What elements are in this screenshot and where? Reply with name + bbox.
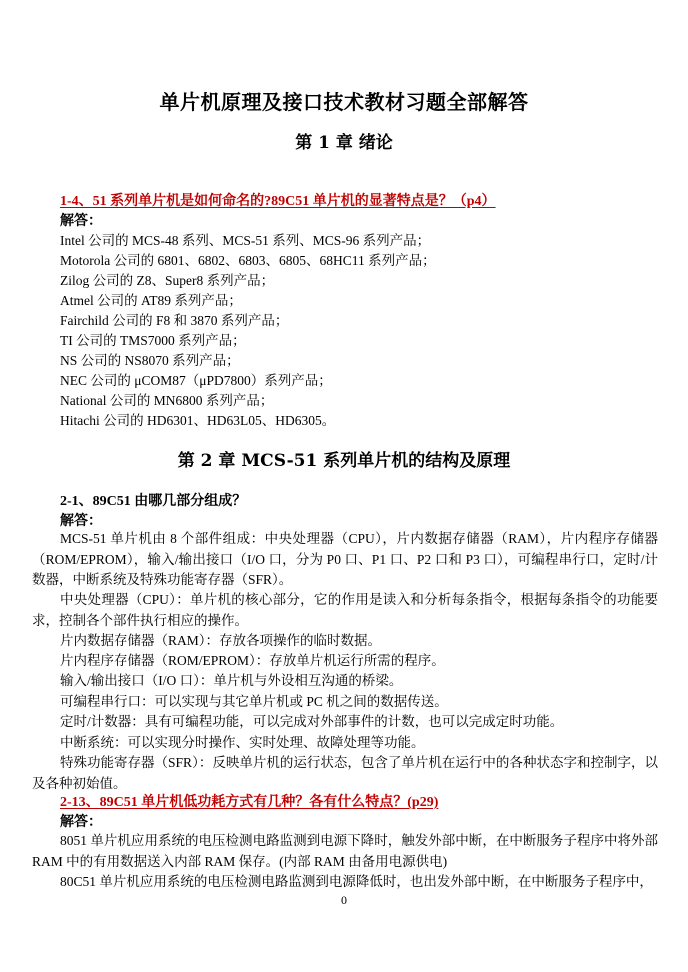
paragraph: 8051 单片机应用系统的电压检测电路监测到电源下降时，触发外部中断，在中断服务子程序中将外部 RAM 中的有用数据送入内部 RAM 保存。(内部 RAM 由备用电源供电) (32, 833, 658, 869)
list-item: Zilog 公司的 Z8、Super8 系列产品； (60, 273, 275, 288)
paragraph: 输入/输出接口（I/O 口）：单片机与外设相互沟通的桥梁。 (60, 673, 403, 688)
document-title: 单片机原理及接口技术教材习题全部解答 (159, 90, 529, 114)
paragraph: 特殊功能寄存器（SFR）：反映单片机的运行状态，包含了单片机在运行中的各种状态字和控制字，以及各种初始值。 (32, 755, 658, 791)
chapter-2-heading: 第 2 章 MCS-51 系列单片机的结构及原理 (177, 451, 511, 471)
question-2-1: 2-1、89C51 由哪几部分组成？ (60, 494, 247, 509)
list-item: TI 公司的 TMS7000 系列产品； (60, 333, 246, 348)
answer-label: 解答： (60, 214, 102, 229)
list-item: National 公司的 MN6800 系列产品； (60, 393, 274, 408)
paragraph: 中断系统：可以实现分时操作、实时处理、故障处理等功能。 (60, 735, 425, 750)
answer-label: 解答： (60, 514, 102, 529)
list-item: Atmel 公司的 AT89 系列产品； (60, 293, 242, 308)
answer-label: 解答： (60, 815, 102, 830)
page-number: 0 (341, 893, 347, 907)
paragraph: 片内数据存储器（RAM）：存放各项操作的临时数据。 (60, 633, 382, 648)
list-item: Motorola 公司的 6801、6802、6803、6805、68HC11 系列产品； (60, 253, 436, 268)
paragraph: 定时/计数器：具有可编程功能，可以完成对外部事件的计数，也可以完成定时功能。 (60, 714, 564, 729)
list-item: NS 公司的 NS8070 系列产品； (60, 353, 240, 368)
paragraph: 中央处理器（CPU）：单片机的核心部分，它的作用是读入和分析每条指令，根据每条指令的功能要求，控制各个部件执行相应的操作。 (32, 592, 658, 628)
question-1-4: 1-4、51 系列单片机是如何命名的?89C51 单片机的显著特点是？（p4） (60, 194, 496, 209)
list-item: Hitachi 公司的 HD6301、HD63L05、HD6305。 (60, 413, 336, 428)
list-item: Intel 公司的 MCS-48 系列、MCS-51 系列、MCS-96 系列产品； (60, 233, 431, 248)
list-item: Fairchild 公司的 F8 和 3870 系列产品； (60, 313, 289, 328)
paragraph: 80C51 单片机应用系统的电压检测电路监测到电源降低时，也出发外部中断，在中断服务子程序中， (60, 874, 653, 889)
paragraph: 片内程序存储器（ROM/EPROM）：存放单片机运行所需的程序。 (60, 653, 445, 668)
chapter-1-heading: 第 1 章 绪论 (295, 133, 393, 153)
paragraph: MCS-51 单片机由 8 个部件组成：中央处理器（CPU），片内数据存储器（RAM），片内程序存储器（ROM/EPROM），输入/输出接口（I/O 口，分为 P0 口、P1 口、P2 口和 P3 口），可编程串行口，定时/计数器，中断系统及特殊功能寄存器（SFR）。 (32, 531, 658, 587)
list-item: NEC 公司的 μCOM87（μPD7800）系列产品； (60, 373, 332, 388)
paragraph: 可编程串行口：可以实现与其它单片机或 PC 机之间的数据传送。 (60, 694, 448, 709)
question-2-13: 2-13、89C51 单片机低功耗方式有几种？各有什么特点？(p29) (60, 795, 439, 810)
